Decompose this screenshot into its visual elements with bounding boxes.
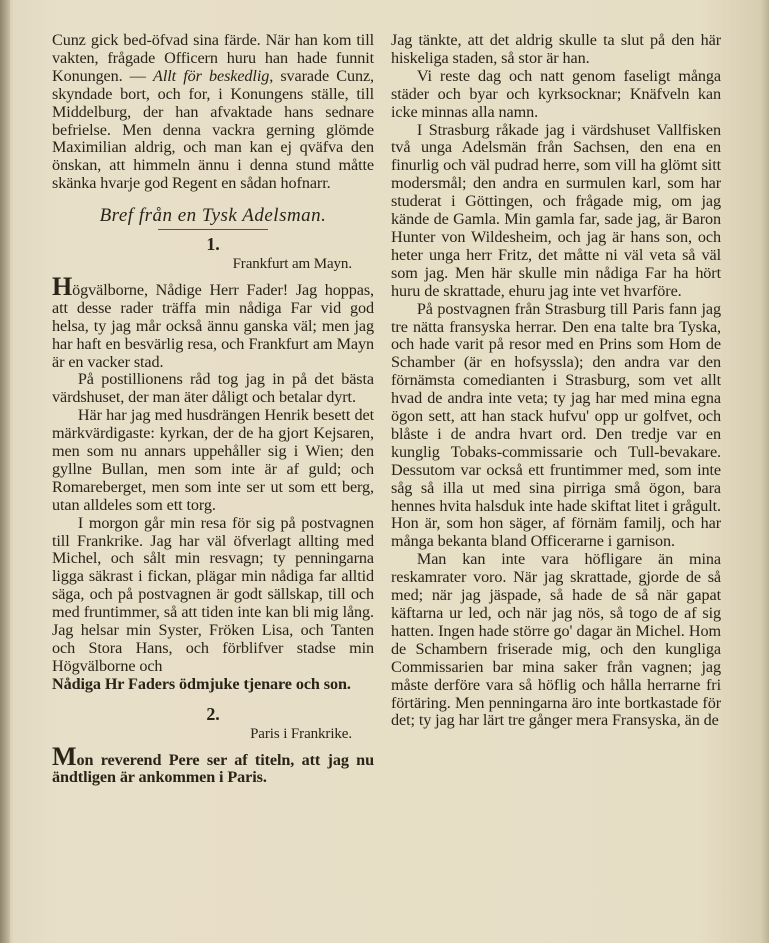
paragraph: Man kan inte vara höfligare än mina reskamrater voro. När jag skrattade, gjorde de så med; när jag jäspade, så hade de så när gapat käftarna ur led, och när jag nös, så togo de af sig hatten. Ingen hade större go' dagar än Michel. Hom de Schambern friserade mig, och den kungliga Commissarien bar mina saker från vagnen; jag måste derföre vara så höflig och hålla herrarne fri förtäring. Men penningarna äro inte bortkastade för det; ty jag har lärt tre gånger mera Fransyska, än de xyxy=(391,550,721,730)
heading-rule xyxy=(158,229,268,230)
italic-phrase: Allt för beskedlig xyxy=(153,66,270,85)
paragraph: I morgon går min resa för sig på postvagnen till Frankrike. Jag har väl öfverlagt allting med Michel, och sålt min resvagn; ty penningarna ligga säkrast i fickan, plägar min nådiga far alltid säga, och på postvagnen är godt sällskap, till och med fruntimmer, så att tiden inte kan bli mig lång. Jag helsar min Syster, Fröken Lisa, och Tanten och Stora Hans, och förblifver stadse min Högvälborne och xyxy=(52,513,374,675)
paragraph: I Strasburg råkade jag i värdshuset Vallfisken två unga Adelsmän från Sachsen, den ena en finurlig och väl pudrad herre, som vill ha glömt sitt modersmål; den andra en surmulen karl, som har studerat i Göttingen, och frågade mig, om jag kände de Gamla. Min gamla far, sade jag, är Baron Hunter von Wildesheim, och jag är hans son, och heter unga herr Fritz, det måtte ni väl veta så väl som jag. Men här skulle min nådiga Far ha hört huru de skrattade, ehuru jag inte vet hvarföre. xyxy=(391,120,721,300)
paragraph: Mon reverend Pere ser af titeln, att jag nu ändtligen är ankommen i Paris. xyxy=(52,741,374,787)
drop-cap: M xyxy=(52,741,77,771)
letter-signature: Nådiga Hr Faders ödmjuke tjenare och son. xyxy=(52,674,351,693)
page-gutter xyxy=(0,0,10,943)
paragraph: På postillionens råd tog jag in på det bästa värdshuset, der man äter dåligt och betalar dyrt. xyxy=(52,370,374,407)
paragraph: Här har jag med husdrängen Henrik besett det märkvärdigaste: kyrkan, der de ha gjort Kejsaren, men som nu annars uppehåller sig i Wien; den gyllne Bullan, men som inte är af guld; och Romareberget, men som inte ser ut som ett berg, utan alldeles som ett torg. xyxy=(52,406,374,514)
paragraph: Vi reste dag och natt genom faseligt många städer och byar och kyrksocknar; Knäfveln kan icke minnas alla namn. xyxy=(391,66,721,121)
paragraph: Högvälborne, Nådige Herr Fader! Jag hoppas, att desse rader träffa min nådiga Far vid god helsa, ty jag mår också ännu ganska väl; men jag har haft en besvärlig resa, och Frankfurt am Mayn är en vacker stad. xyxy=(52,271,374,371)
letter-number: 1. xyxy=(206,234,220,255)
section-heading: Bref från en Tysk Adelsman. xyxy=(99,205,327,227)
right-column xyxy=(391,32,721,730)
drop-cap: H xyxy=(52,271,73,301)
left-column xyxy=(52,32,374,787)
letter-number: 2. xyxy=(206,703,220,724)
paragraph: Cunz gick bed-öfvad sina färde. När han kom till vakten, frågade Officern huru han hade funnit Konungen. — Allt för beskedlig, svarade Cunz, skyndade bort, och for, i Konungens ställe, till Middelburg, der han afvaktade hans sednare befrielse. Men denna vackra gerning glömde Maximilian aldrig, och man kan ej qväfva den önskan, att himmeln ännu i denna stund måtte skänka hvarje god Regent en sådan hofnarr. xyxy=(52,31,374,193)
paragraph: På postvagnen från Strasburg till Paris fann jag tre nätta fransyska herrar. Den ena talte bra Tyska, och hade varit på resor med en Prins som Hom de Schamber (är en hofsyssla); den andra var den förnämsta comedianten i Strasburg, som vet allt hvad de andra inte veta; ty jag har med mina egna ögon sett, att han stack hufvu' opp ur golfvet, och blåste i de andra hvart ord. Den tredje var en kunglig Tobaks-commissarie och Tull-bevakare. Dessutom var också ett fruntimmer med, som inte såg så illa ut med sina pirriga små ögon, bara hennes hvita halsduk inte hade skiftat litet i grågult. Hon är, som hon säger, af förnäm familj, och har många bekanta bland Officerarne i garnison. xyxy=(391,299,721,551)
paragraph: Jag tänkte, att det aldrig skulle ta slut på den här hiskeliga staden, så stor är han. xyxy=(391,31,721,67)
letter-place: Paris i Frankrike. xyxy=(250,725,352,742)
letter-place: Frankfurt am Mayn. xyxy=(232,255,352,272)
